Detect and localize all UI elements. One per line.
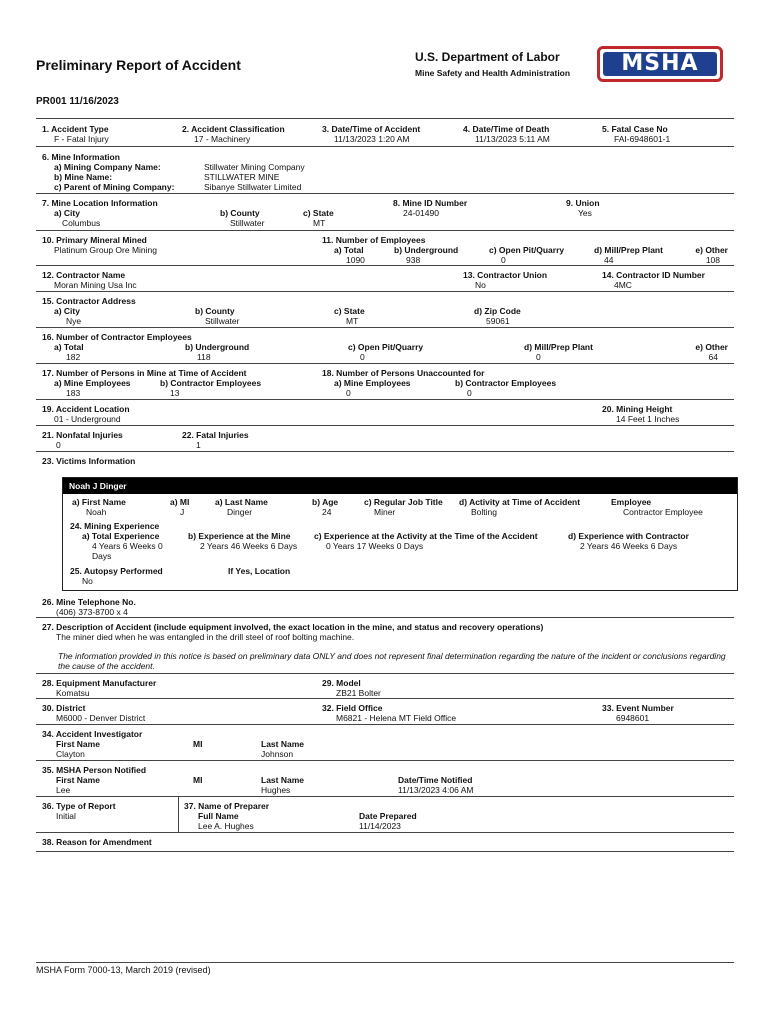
- mine-information-values: Stillwater Mining Company STILLWATER MINE Sibanye Stillwater Limited: [204, 162, 305, 192]
- victim-employee: Employee Contractor Employee: [611, 497, 703, 517]
- victim-card: [62, 477, 738, 591]
- name-of-preparer: 37. Name of Preparer Full Name Lee A. Hughes: [184, 801, 270, 831]
- district: 30. District M6000 - Denver District: [42, 703, 146, 723]
- experience-at-activity: c) Experience at the Activity at the Time of the Accident 0 Years 17 Weeks 0 Days: [314, 531, 538, 551]
- persons-contractor: b) Contractor Employees 13: [160, 378, 262, 398]
- employees-underground: b) Underground 938: [394, 245, 459, 265]
- datetime-death: 4. Date/Time of Death 11/13/2023 5:11 AM: [463, 124, 550, 144]
- victim-last-name: a) Last Name Dinger: [215, 497, 268, 517]
- contractor-union: 13. Contractor Union No: [463, 270, 548, 290]
- contractor-openpit: c) Open Pit/Quarry 0: [348, 342, 424, 362]
- form-footer: MSHA Form 7000-13, March 2019 (revised): [36, 965, 211, 975]
- victims-information-label: 23. Victims Information: [42, 456, 136, 466]
- number-of-employees: 11. Number of Employees: [322, 235, 426, 245]
- mining-experience: 24. Mining Experience a) Total Experience 4 Years 6 Weeks 0 Days: [70, 521, 163, 561]
- fatal-case-no: 5. Fatal Case No FAI-6948601-1: [602, 124, 671, 144]
- persons-in-mine: 17. Number of Persons in Mine at Time of Accident a) Mine Employees 183: [42, 368, 247, 398]
- notified-last-name: Last Name Hughes: [261, 775, 304, 795]
- mine-location: 7. Mine Location Information a) City Columbus: [42, 198, 158, 228]
- contractor-state: c) State MT: [334, 306, 365, 326]
- contractor-name: 12. Contractor Name Moran Mining Usa Inc: [42, 270, 137, 290]
- contractor-mill: d) Mill/Prep Plant 0: [524, 342, 593, 362]
- accident-description: 27. Description of Accident (include equipment involved, the exact location in the mine, and status and recovery operations) The miner died when he was entangled in the drill steel of roof bolting machine.: [42, 622, 544, 642]
- mine-telephone: 26. Mine Telephone No. (406) 373-8700 x 4: [42, 597, 136, 617]
- employees-mill: d) Mill/Prep Plant 44: [594, 245, 663, 265]
- victim-job-title: c) Regular Job Title Miner: [364, 497, 443, 517]
- contractor-zip: d) Zip Code 59061: [474, 306, 521, 326]
- victim-mi: a) MI J: [170, 497, 190, 517]
- notified-mi: MI: [193, 775, 203, 785]
- msha-person-notified: 35. MSHA Person Notified First Name Lee: [42, 765, 147, 795]
- experience-at-mine: b) Experience at the Mine 2 Years 46 Weeks 6 Days: [188, 531, 298, 551]
- page-title: Preliminary Report of Accident: [36, 57, 241, 73]
- contractor-other: e) Other 64: [695, 342, 728, 362]
- datetime-accident: 3. Date/Time of Accident 11/13/2023 1:20 AM: [322, 124, 421, 144]
- equipment-manufacturer: 28. Equipment Manufacturer Komatsu: [42, 678, 157, 698]
- type-of-report: 36. Type of Report Initial: [42, 801, 116, 821]
- mine-id: 8. Mine ID Number 24-01490: [393, 198, 468, 218]
- fatal-injuries: 22. Fatal Injuries 1: [182, 430, 249, 450]
- victim-age: b) Age 24: [312, 497, 339, 517]
- disclaimer: The information provided in this notice is based on preliminary data ONLY and does not represent final determination regarding the nature of the incident or conclusions regarding the cause of the accident.: [58, 651, 726, 671]
- investigator-last-name: Last Name Johnson: [261, 739, 304, 759]
- msha-logo: [597, 46, 723, 82]
- date-prepared: Date Prepared 11/14/2023: [359, 811, 417, 831]
- accident-investigator: 34. Accident Investigator First Name Clayton: [42, 729, 143, 759]
- autopsy-location: If Yes, Location: [228, 566, 291, 576]
- employees-other: e) Other 108: [695, 245, 728, 265]
- datetime-notified: Date/Time Notified 11/13/2023 4:06 AM: [398, 775, 474, 795]
- autopsy-performed: 25. Autopsy Performed No: [70, 566, 163, 586]
- event-number: 33. Event Number 6948601: [602, 703, 674, 723]
- experience-with-contractor: d) Experience with Contractor 2 Years 46 Weeks 6 Days: [568, 531, 689, 551]
- agency-subname: Mine Safety and Health Administration: [415, 68, 571, 78]
- accident-type: 1. Accident Type F - Fatal Injury: [42, 124, 109, 144]
- employees-total: a) Total 1090: [334, 245, 365, 265]
- contractor-employees: 16. Number of Contractor Employees a) Total 182: [42, 332, 192, 362]
- employees-openpit: c) Open Pit/Quarry 0: [489, 245, 565, 265]
- accident-location: 19. Accident Location 01 - Underground: [42, 404, 130, 424]
- accident-classification: 2. Accident Classification 17 - Machinery: [182, 124, 285, 144]
- victim-activity: d) Activity at Time of Accident Bolting: [459, 497, 581, 517]
- persons-unaccounted-contractor: b) Contractor Employees 0: [455, 378, 557, 398]
- persons-unaccounted: 18. Number of Persons Unaccounted for a) Mine Employees 0: [322, 368, 485, 398]
- contractor-id: 14. Contractor ID Number 4MC: [602, 270, 705, 290]
- mine-information: 6. Mine Information a) Mining Company Name: b) Mine Name: c) Parent of Mining Company:: [42, 152, 175, 192]
- agency-name: U.S. Department of Labor: [415, 50, 560, 64]
- victim-name-header: Noah J Dinger: [63, 478, 737, 494]
- reason-for-amendment: 38. Reason for Amendment: [42, 837, 152, 847]
- mine-county: b) County Stillwater: [220, 208, 265, 228]
- contractor-address: 15. Contractor Address a) City Nye: [42, 296, 136, 326]
- mining-height: 20. Mining Height 14 Feet 1 Inches: [602, 404, 680, 424]
- investigator-mi: MI: [193, 739, 203, 749]
- primary-mineral: 10. Primary Mineral Mined Platinum Group Ore Mining: [42, 235, 157, 255]
- equipment-model: 29. Model ZB21 Bolter: [322, 678, 381, 698]
- victim-first-name: a) First Name Noah: [72, 497, 126, 517]
- mine-state: c) State MT: [303, 208, 334, 228]
- union: 9. Union Yes: [566, 198, 600, 218]
- field-office: 32. Field Office M6821 - Helena MT Field Office: [322, 703, 457, 723]
- contractor-underground: b) Underground 118: [185, 342, 250, 362]
- report-id: PR001 11/16/2023: [36, 96, 119, 107]
- nonfatal-injuries: 21. Nonfatal Injuries 0: [42, 430, 123, 450]
- contractor-county: b) County Stillwater: [195, 306, 240, 326]
- msha-logo-text: MSHA: [603, 52, 717, 76]
